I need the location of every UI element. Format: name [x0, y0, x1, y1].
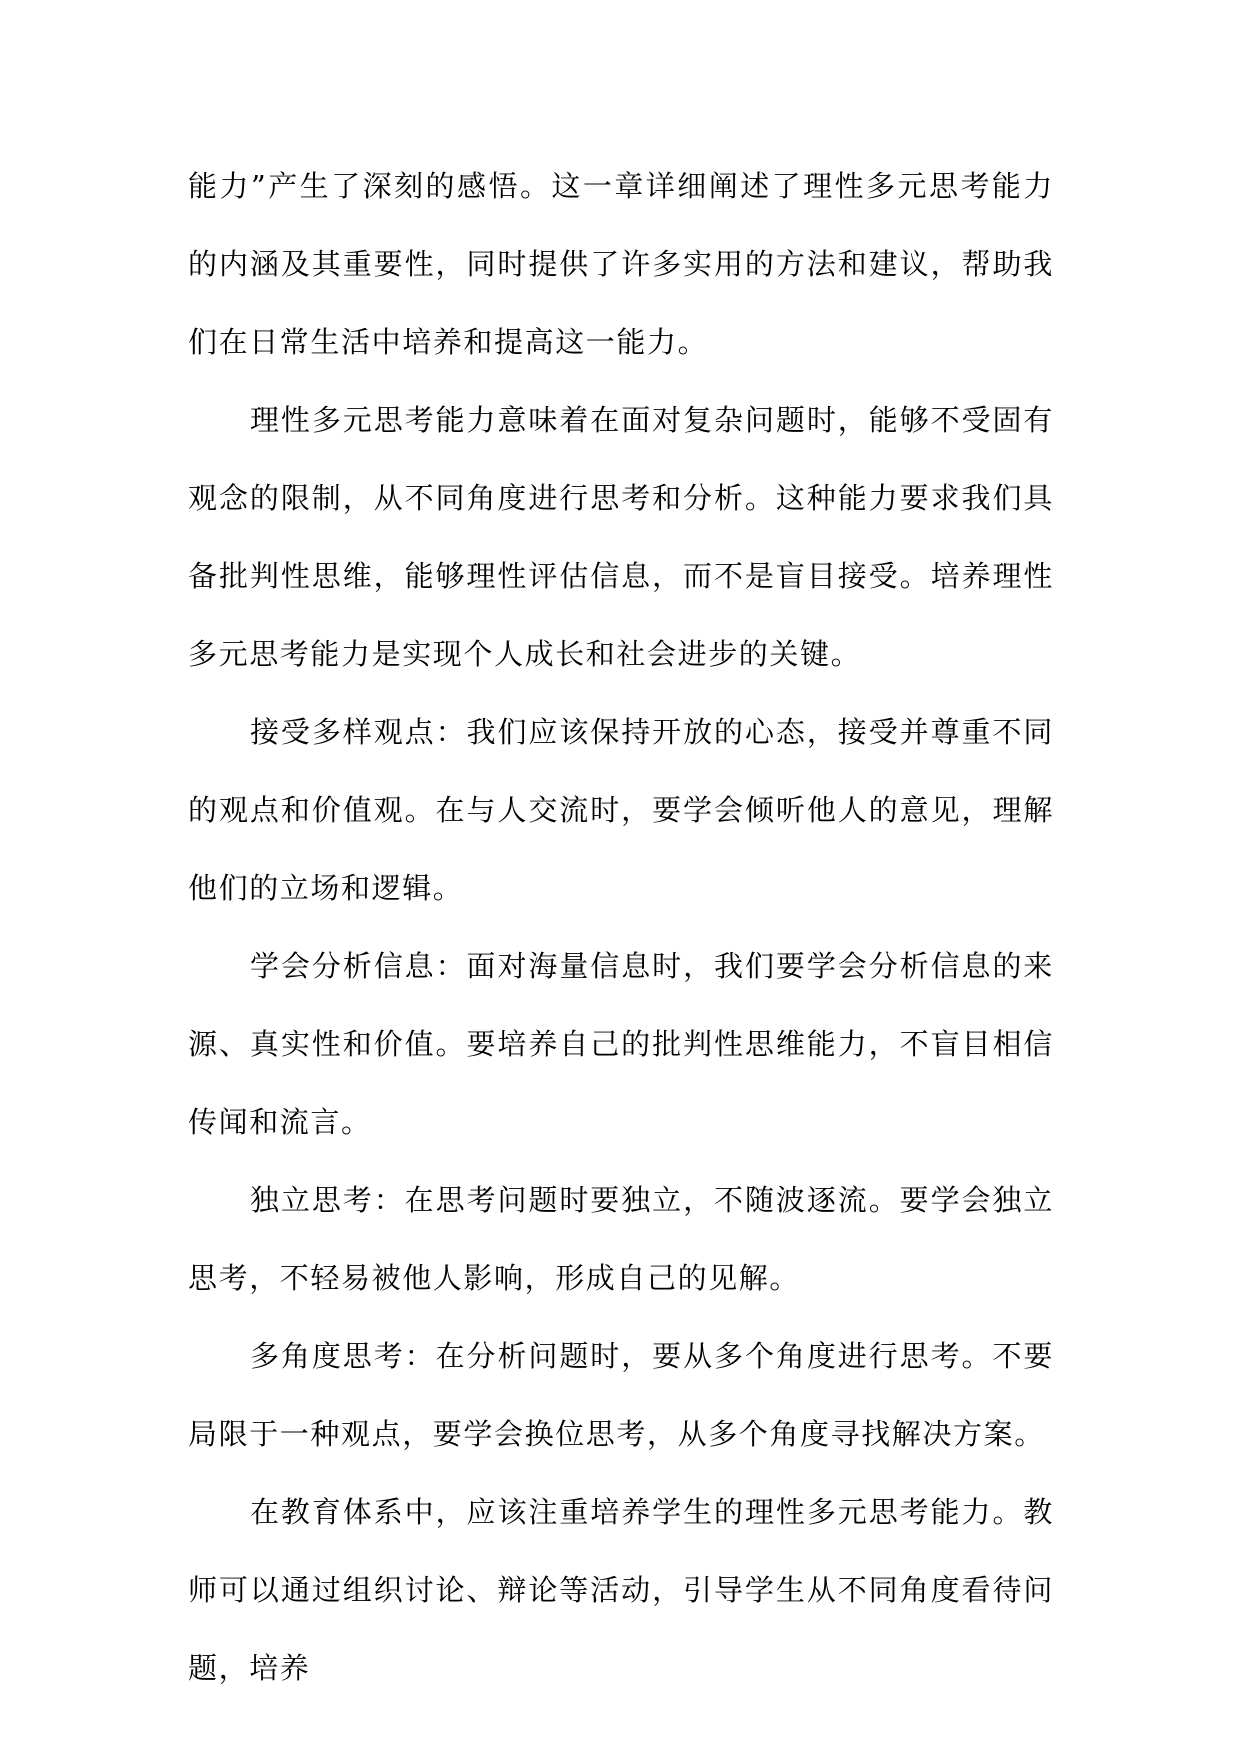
- paragraph-analyze-info: 学会分析信息：面对海量信息时，我们要学会分析信息的来源、真实性和价值。要培养自己的批判性思维能力，不盲目相信传闻和流言。: [188, 949, 1054, 1139]
- paragraph-education: 在教育体系中，应该注重培养学生的理性多元思考能力。教师可以通过组织讨论、辩论等活动，引导学生从不同角度看待问题，培养: [188, 1495, 1054, 1685]
- paragraph-independent-thinking: 独立思考：在思考问题时要独立，不随波逐流。要学会独立思考，不轻易被他人影响，形成自己的见解。: [188, 1183, 1054, 1295]
- body-text: [188, 147, 1054, 1707]
- paragraph-multi-angle: 多角度思考：在分析问题时，要从多个角度进行思考。不要局限于一种观点，要学会换位思考，从多个角度寻找解决方案。: [188, 1339, 1054, 1451]
- paragraph-continuation: 能力”产生了深刻的感悟。这一章详细阐述了理性多元思考能力的内涵及其重要性，同时提供了许多实用的方法和建议，帮助我们在日常生活中培养和提高这一能力。: [188, 169, 1054, 359]
- paragraph-accept-views: 接受多样观点：我们应该保持开放的心态，接受并尊重不同的观点和价值观。在与人交流时，要学会倾听他人的意见，理解他们的立场和逻辑。: [188, 715, 1054, 905]
- paragraph-definition: 理性多元思考能力意味着在面对复杂问题时，能够不受固有观念的限制，从不同角度进行思考和分析。这种能力要求我们具备批判性思维，能够理性评估信息，而不是盲目接受。培养理性多元思考能力是实现个人成长和社会进步的关键。: [188, 403, 1054, 671]
